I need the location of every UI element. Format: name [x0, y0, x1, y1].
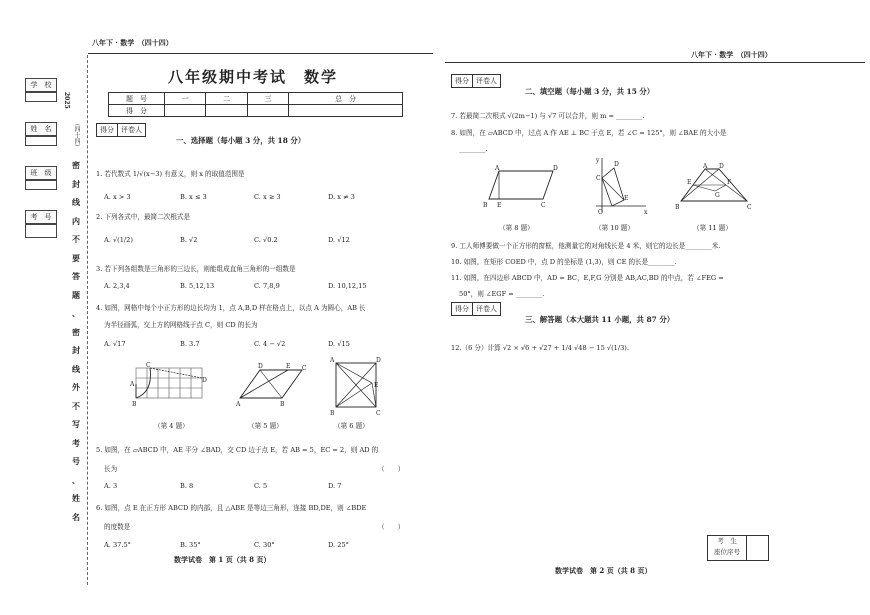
question-6-line-1: 6. 如图，点 E 在正方形 ABCD 的内部，且 △ABE 是等边三角形，连接 BD,DE，则 ∠BDE	[96, 504, 367, 512]
seal-char: 写	[72, 419, 80, 429]
seal-char: 、	[72, 474, 80, 485]
q2-option-c[interactable]: C. √0.2	[254, 236, 278, 244]
question-5-line-2: 长为	[104, 465, 118, 473]
section-2-title: 二、填空题（每小题 3 分，共 15 分）	[525, 87, 655, 96]
question-8-line-2: ________.	[459, 145, 488, 153]
svg-text:E: E	[286, 363, 291, 370]
page-2-footer: 数学试卷 第 2 页（共 8 页）	[555, 566, 652, 575]
class-label: 班 级	[25, 166, 57, 180]
question-4-line-2: 为半径画弧，交上方的网格线于点 C，则 CD 的长为	[104, 321, 258, 329]
svg-text:C: C	[596, 175, 601, 182]
grader-box	[96, 123, 146, 137]
svg-text:C: C	[541, 202, 546, 209]
q2-option-d[interactable]: D. √12	[328, 236, 350, 244]
figure-5-caption: （第 5 题）	[248, 422, 283, 430]
section-3-title: 三、解答题（本大题共 11 小题，共 87 分）	[525, 315, 675, 324]
q3-option-b[interactable]: B. 5,12,13	[180, 282, 215, 290]
svg-text:x: x	[644, 209, 648, 216]
svg-text:E: E	[497, 202, 502, 209]
figure-8-caption: （第 8 题）	[499, 224, 534, 232]
q3-option-a[interactable]: A. 2,3,4	[104, 282, 130, 290]
q4-option-d[interactable]: D. √15	[328, 340, 350, 348]
seal-char: 密	[72, 160, 80, 170]
svg-text:E: E	[374, 382, 379, 389]
seal-char: 名	[72, 511, 80, 522]
seal-char: 答	[72, 271, 80, 281]
figure-4-caption: （第 4 题）	[154, 422, 189, 430]
svg-text:O: O	[598, 209, 603, 216]
seat-number-box[interactable]	[707, 535, 769, 561]
svg-text:B: B	[280, 401, 285, 408]
q4-option-a[interactable]: A. √17	[104, 340, 126, 348]
question-3: 3. 若下列各组数是三角形的三边长，则能组成直角三角形的一组数是	[96, 265, 296, 273]
question-6-line-2: 的度数是	[104, 523, 131, 531]
q1-option-a[interactable]: A. x > 3	[104, 193, 131, 201]
svg-text:B: B	[675, 204, 680, 211]
question-8-line-1: 8. 如图，在 ▱ABCD 中，过点 A 作 AE ⊥ BC 于点 E，若 ∠C = 125°，则 ∠BAE 的大小是	[451, 129, 727, 137]
seal-char: 线	[72, 363, 80, 374]
figure-q6-square	[328, 357, 388, 417]
q6-option-b[interactable]: B. 35°	[180, 541, 201, 549]
svg-text:B: B	[330, 410, 335, 417]
seal-char: 考	[72, 437, 80, 448]
figure-10-caption: （第 10 题）	[595, 224, 634, 232]
header-rule	[445, 62, 865, 63]
edition-mark: （四十四）	[73, 120, 80, 150]
question-7: 7. 若最简二次根式 √(2m−1) 与 √7 可以合并，则 m = ________.	[451, 112, 645, 120]
exam-number-label: 考 号	[25, 210, 57, 224]
svg-text:D: D	[553, 165, 558, 172]
svg-text:D: D	[719, 163, 724, 170]
figure-q5-parallelogram	[230, 362, 310, 412]
figure-q11-quadrilateral	[675, 163, 755, 213]
q6-option-a[interactable]: A. 37.5°	[104, 541, 131, 549]
question-4-line-1: 4. 如图，网格中每个小正方形的边长均为 1，点 A,B,D 样在格点上，以点 A 为圆心，AB 长	[96, 304, 366, 312]
score-cell[interactable]	[289, 105, 403, 117]
question-12: 12.（6 分）计算 √2 × √6 + √27 + 1/4 √48 − 15 √(1/3).	[451, 344, 629, 352]
figure-q8-parallelogram	[477, 163, 567, 213]
question-2: 2. 下列各式中，最简二次根式是	[96, 213, 191, 221]
score-cell[interactable]	[247, 105, 288, 117]
q1-option-c[interactable]: C. x ≥ 3	[254, 193, 281, 201]
page-header: 八年下 · 数学 （四十四）	[691, 50, 772, 59]
q5-answer-parens[interactable]: （ ）	[378, 465, 405, 473]
q3-option-c[interactable]: C. 7,8,9	[254, 282, 280, 290]
question-9: 9. 工人师傅要做一个正方形的窗框，他测量它的对角线长是 4 米，则它的边长是________米.	[451, 242, 721, 250]
q6-option-d[interactable]: D. 25°	[328, 541, 349, 549]
score-table	[108, 92, 403, 117]
svg-text:A: A	[130, 381, 135, 388]
seal-char: 题	[72, 289, 80, 300]
page-header: 八年下 · 数学 （四十四）	[92, 38, 173, 47]
svg-text:y: y	[596, 157, 600, 164]
q5-option-b[interactable]: B. 8	[180, 482, 194, 490]
year-mark: 2025	[63, 92, 70, 109]
grader-score-label: 得分	[97, 124, 118, 136]
seal-char: 封	[72, 345, 80, 355]
seal-char: 线	[72, 197, 80, 207]
svg-text:B: B	[132, 401, 137, 408]
svg-text:B: B	[483, 202, 488, 209]
grader-box	[451, 74, 501, 88]
svg-text:E: E	[687, 179, 692, 186]
svg-text:C: C	[747, 204, 752, 211]
school-label: 学 校	[25, 78, 57, 92]
svg-text:D: D	[202, 377, 207, 384]
q5-option-d[interactable]: D. 7	[328, 482, 342, 490]
q1-option-b[interactable]: B. x ≤ 3	[180, 193, 207, 201]
svg-text:C: C	[376, 410, 381, 417]
section-1-title: 一、选择题（每小题 3 分，共 18 分）	[176, 136, 306, 145]
score-header-cell: 二	[206, 93, 247, 105]
q5-option-a[interactable]: A. 3	[104, 482, 118, 490]
figure-11-caption: （第 11 题）	[693, 224, 732, 232]
q2-option-a[interactable]: A. √(1/2)	[104, 236, 133, 244]
svg-text:G: G	[715, 192, 720, 199]
figure-q4-grid	[128, 362, 208, 412]
svg-text:A: A	[495, 165, 500, 172]
page-1-footer: 数学试卷 第 1 页（共 8 页）	[174, 555, 271, 564]
seal-char: 不	[72, 234, 80, 244]
svg-text:F: F	[727, 179, 732, 186]
seat-label-line-2: 座位序号	[714, 548, 740, 556]
seat-label-line-1: 考 生	[717, 537, 737, 545]
score-cell[interactable]	[165, 105, 206, 117]
seal-char: 密	[72, 326, 80, 337]
q5-option-c[interactable]: C. 5	[254, 482, 268, 490]
question-10: 10. 如图，在矩形 COED 中，点 D 的坐标是 (1,3)，则 CE 的长是________.	[451, 258, 677, 266]
score-header-cell: 题 号	[109, 93, 165, 105]
svg-text:C: C	[146, 362, 151, 369]
svg-text:A: A	[236, 401, 241, 408]
grader-score-label: 得分	[452, 303, 473, 315]
page-1	[88, 0, 433, 615]
exam-number-field[interactable]	[25, 224, 57, 238]
q2-option-b[interactable]: B. √2	[180, 236, 198, 244]
question-1: 1. 若代数式 1/√(x−3) 有意义，则 x 的取值范围是	[96, 170, 245, 178]
svg-text:D: D	[258, 363, 263, 370]
exam-title: 八年级期中考试 数学	[168, 68, 339, 86]
q6-answer-parens[interactable]: （ ）	[378, 523, 405, 531]
seal-char: 要	[72, 252, 80, 263]
svg-text:E: E	[624, 195, 629, 202]
score-header-cell: 三	[247, 93, 288, 105]
svg-text:C: C	[302, 365, 307, 372]
binding-margin	[0, 0, 88, 615]
q1-option-d[interactable]: D. x ≠ 3	[328, 193, 355, 201]
score-header-cell: 总 分	[289, 93, 403, 105]
svg-text:D: D	[376, 357, 381, 364]
question-11-line-2: 50°，则 ∠EGF = ________.	[459, 290, 545, 298]
page-2	[445, 0, 865, 615]
q3-option-d[interactable]: D. 10,12,15	[328, 282, 367, 290]
grader-score-label: 得分	[452, 75, 473, 87]
grader-name-label: 评卷人	[121, 126, 142, 134]
seal-char: 不	[72, 400, 80, 411]
school-field[interactable]	[25, 92, 57, 102]
seal-char: 号	[72, 456, 80, 466]
score-header-cell: 一	[165, 93, 206, 105]
seal-char: 、	[72, 308, 80, 318]
score-cell[interactable]	[206, 105, 247, 117]
seal-char: 内	[72, 215, 80, 226]
question-5-line-1: 5. 如图，在 ▱ABCD 中，AE 平分 ∠BAD，交 CD 边于点 E，若 AB = 5，EC = 2，则 AD 的	[96, 446, 379, 454]
score-row-label: 得 分	[109, 105, 165, 117]
seal-char: 封	[72, 178, 80, 189]
seal-char: 姓	[72, 493, 80, 503]
q4-option-c[interactable]: C. 4 − √2	[254, 340, 286, 348]
q4-option-b[interactable]: B. 3.7	[180, 340, 200, 348]
header-rule	[88, 53, 433, 54]
svg-text:A: A	[703, 163, 708, 170]
figure-6-caption: （第 6 题）	[334, 422, 369, 430]
svg-text:A: A	[330, 357, 335, 364]
svg-text:D: D	[614, 161, 619, 168]
class-field[interactable]	[25, 180, 57, 190]
grader-box	[451, 302, 501, 316]
q6-option-c[interactable]: C. 30°	[254, 541, 275, 549]
figure-q10-rectangle	[590, 156, 650, 218]
name-field[interactable]	[25, 136, 57, 146]
seal-char: 外	[72, 382, 80, 392]
question-11-line-1: 11. 如图，在四边形 ABCD 中，AD = BC，E,F,G 分别是 AB,AC,BD 的中点，若 ∠FEG =	[451, 274, 724, 282]
grader-name-label: 评卷人	[476, 305, 497, 313]
name-label: 姓 名	[25, 122, 57, 136]
grader-name-label: 评卷人	[476, 77, 497, 85]
